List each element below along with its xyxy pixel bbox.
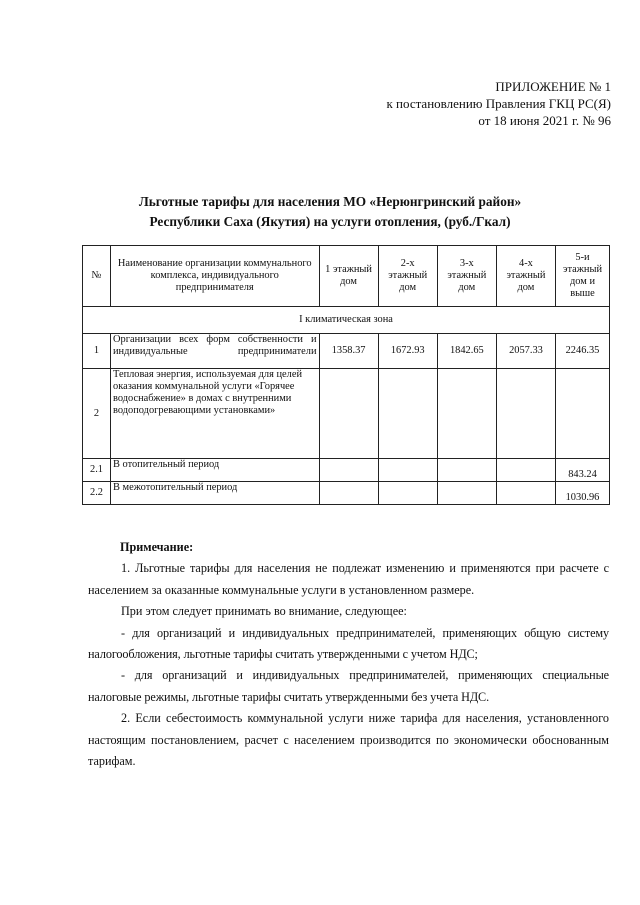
row-num: 2 <box>83 369 111 459</box>
row-value-1 <box>319 459 378 482</box>
header-organization: Наименование организации коммунального комплекса, индивидуального предпринимателя <box>111 246 320 307</box>
row-num: 2.1 <box>83 459 111 482</box>
note-paragraph-5: 2. Если себестоимость коммунальной услуги ниже тарифа для населения, установленного настоящим постановлением, расчет с населением производится по экономически обоснованным тарифам. <box>88 711 609 769</box>
title-line-1: Льготные тарифы для населения МО «Нерюнгринский район» <box>138 194 522 209</box>
appendix-number: ПРИЛОЖЕНИЕ № 1 <box>495 79 611 94</box>
climate-zone-row <box>83 307 610 334</box>
row-name: В отопительный период <box>111 459 320 482</box>
row-value-1 <box>319 369 378 459</box>
header-2-floor: 2-х этажный дом <box>378 246 437 307</box>
table-row <box>83 334 610 369</box>
tariff-table <box>82 245 610 505</box>
row-num: 2.2 <box>83 482 111 505</box>
table-row <box>83 369 610 459</box>
document-title <box>60 192 600 232</box>
appendix-reference: к постановлению Правления ГКЦ РС(Я) <box>386 96 611 111</box>
row-value-3 <box>437 459 496 482</box>
title-line-2: Республики Саха (Якутия) на услуги отопления, (руб./Гкал) <box>149 214 511 229</box>
row-value-3 <box>437 482 496 505</box>
row-value-5: 2246.35 <box>556 334 610 369</box>
appendix-date: от 18 июня 2021 г. № 96 <box>478 113 611 128</box>
row-value-5: 1030.96 <box>556 482 610 505</box>
row-value-3 <box>437 369 496 459</box>
header-1-floor: 1 этажный дом <box>319 246 378 307</box>
row-value-1 <box>319 482 378 505</box>
row-num: 1 <box>83 334 111 369</box>
row-value-4 <box>496 459 555 482</box>
row-value-2 <box>378 459 437 482</box>
notes-section <box>88 537 609 772</box>
row-value-2 <box>378 482 437 505</box>
row-name: В межотопительный период <box>111 482 320 505</box>
row-value-4 <box>496 369 555 459</box>
note-paragraph-1: 1. Льготные тарифы для населения не подлежат изменению и применяются при расчете с населением за оказанные коммунальные услуги в установленном размере. <box>88 561 609 597</box>
climate-zone-label: I климатическая зона <box>83 307 610 334</box>
notes-label: Примечание: <box>120 540 194 554</box>
row-name: Организации всех форм собственности и индивидуальные предприниматели <box>111 334 320 369</box>
row-value-4 <box>496 482 555 505</box>
row-name: Тепловая энергия, используемая для целей оказания коммунальной услуги «Горячее водоснабжение» в домах с внутренними водоподогревающими установками» <box>111 369 320 459</box>
row-value-1: 1358.37 <box>319 334 378 369</box>
row-value-5: 843.24 <box>556 459 610 482</box>
row-value-2 <box>378 369 437 459</box>
table-row <box>83 459 610 482</box>
note-paragraph-3: - для организаций и индивидуальных предпринимателей, применяющих общую систему налогообложения, льготные тарифы считать утвержденными с учетом НДС; <box>88 625 609 662</box>
header-3-floor: 3-х этажный дом <box>437 246 496 307</box>
note-paragraph-4: - для организаций и индивидуальных предпринимателей, применяющих специальные налоговые режимы, льготные тарифы считать утвержденными без учета НДС. <box>88 668 609 704</box>
row-value-5 <box>556 369 610 459</box>
note-paragraph-2: При этом следует принимать во внимание, следующее: <box>121 604 407 619</box>
table-row <box>83 482 610 505</box>
header-5-floor: 5-и этажный дом и выше <box>556 246 610 307</box>
table-header-row <box>83 246 610 307</box>
row-value-4: 2057.33 <box>496 334 555 369</box>
appendix-header <box>311 78 611 129</box>
header-num: № <box>83 246 111 307</box>
header-4-floor: 4-х этажный дом <box>496 246 555 307</box>
row-value-3: 1842.65 <box>437 334 496 369</box>
row-value-2: 1672.93 <box>378 334 437 369</box>
